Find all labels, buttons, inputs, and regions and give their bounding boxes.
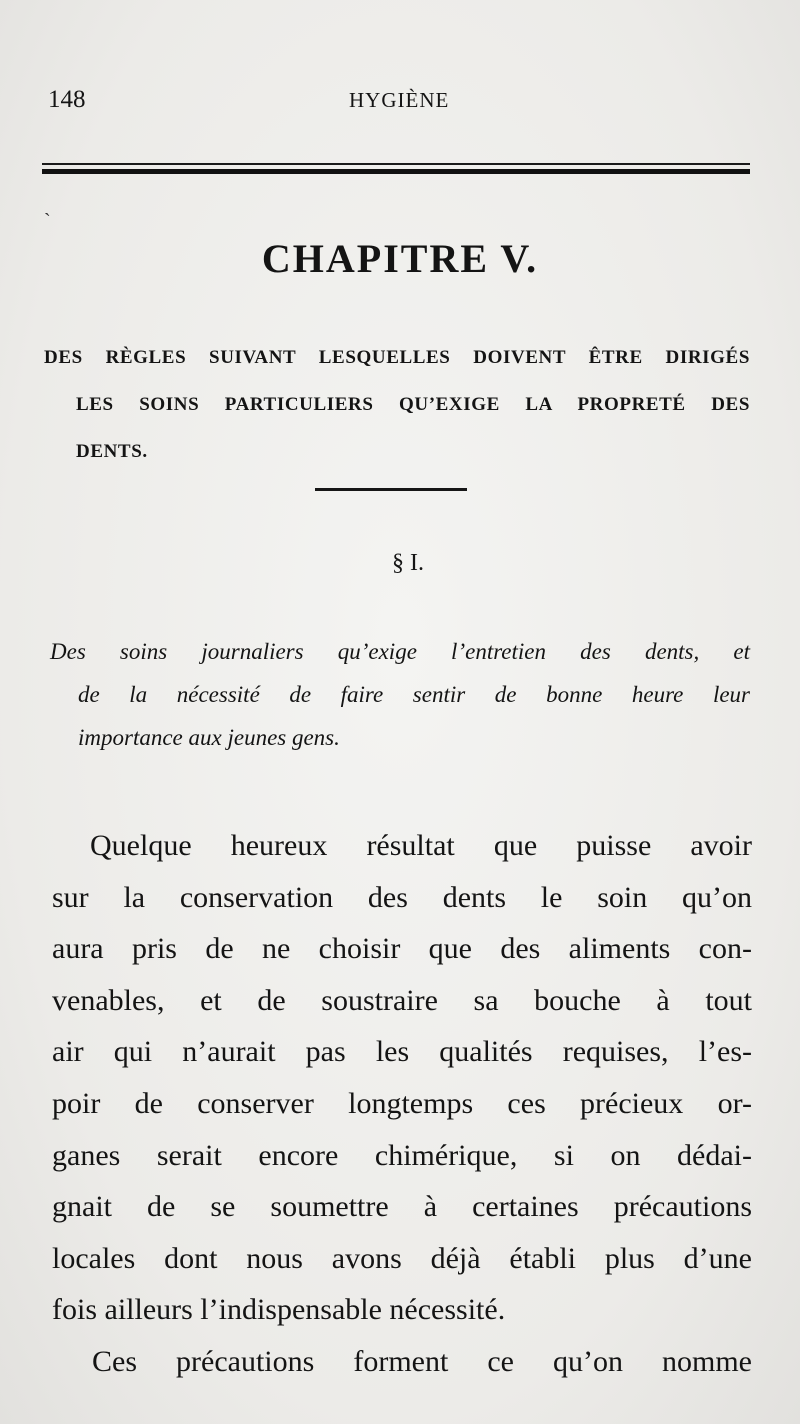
body-line: gnait de se soumettre à certaines précautions <box>52 1190 752 1224</box>
body-line: aura pris de ne choisir que des aliments con- <box>52 932 752 966</box>
section-subtitle-line: Des soins journaliers qu’exige l’entretien des dents, et <box>50 639 750 664</box>
page-number: 148 <box>48 86 86 113</box>
section-mark: § I. <box>392 550 424 576</box>
section-subtitle-line: importance aux jeunes gens. <box>78 725 340 750</box>
body-line: sur la conservation des dents le soin qu’on <box>52 880 752 914</box>
chapter-title: CHAPITRE V. <box>261 236 539 281</box>
chapter-subtitle <box>44 334 750 475</box>
chapter-subtitle-line: DENTS. <box>76 441 148 462</box>
chapter-subtitle-line: LES SOINS PARTICULIERS QU’EXIGE LA PROPRETÉ DES <box>76 394 750 415</box>
chapter-subtitle-line: DES RÈGLES SUIVANT LESQUELLES DOIVENT ÊTRE DIRIGÉS <box>44 347 750 368</box>
running-head <box>44 86 750 120</box>
body-line: fois ailleurs l’indispensable nécessité. <box>52 1293 506 1327</box>
body-line: air qui n’aurait pas les qualités requises, l’es- <box>52 1035 752 1069</box>
body-line: locales dont nous avons déjà établi plus d’une <box>52 1241 752 1275</box>
thin-rule <box>42 163 750 165</box>
section-subtitle-line: de la nécessité de faire sentir de bonne heure leur <box>78 682 750 707</box>
double-rule-divider <box>42 163 750 177</box>
body-line: ganes serait encore chimérique, si on dédai- <box>52 1138 752 1172</box>
stray-print-mark: ˋ <box>44 210 51 232</box>
body-line: poir de conserver longtemps ces précieux or- <box>52 1086 752 1120</box>
body-line: venables, et de soustraire sa bouche à tout <box>52 983 752 1017</box>
body-line: Ces précautions forment ce qu’on nomme <box>92 1344 752 1378</box>
section-subtitle <box>50 630 750 759</box>
thick-rule <box>42 169 750 174</box>
body-line: Quelque heureux résultat que puisse avoir <box>90 829 752 862</box>
running-title: HYGIÈNE <box>349 88 450 112</box>
body-text <box>52 820 752 1388</box>
short-rule-divider <box>315 488 467 491</box>
